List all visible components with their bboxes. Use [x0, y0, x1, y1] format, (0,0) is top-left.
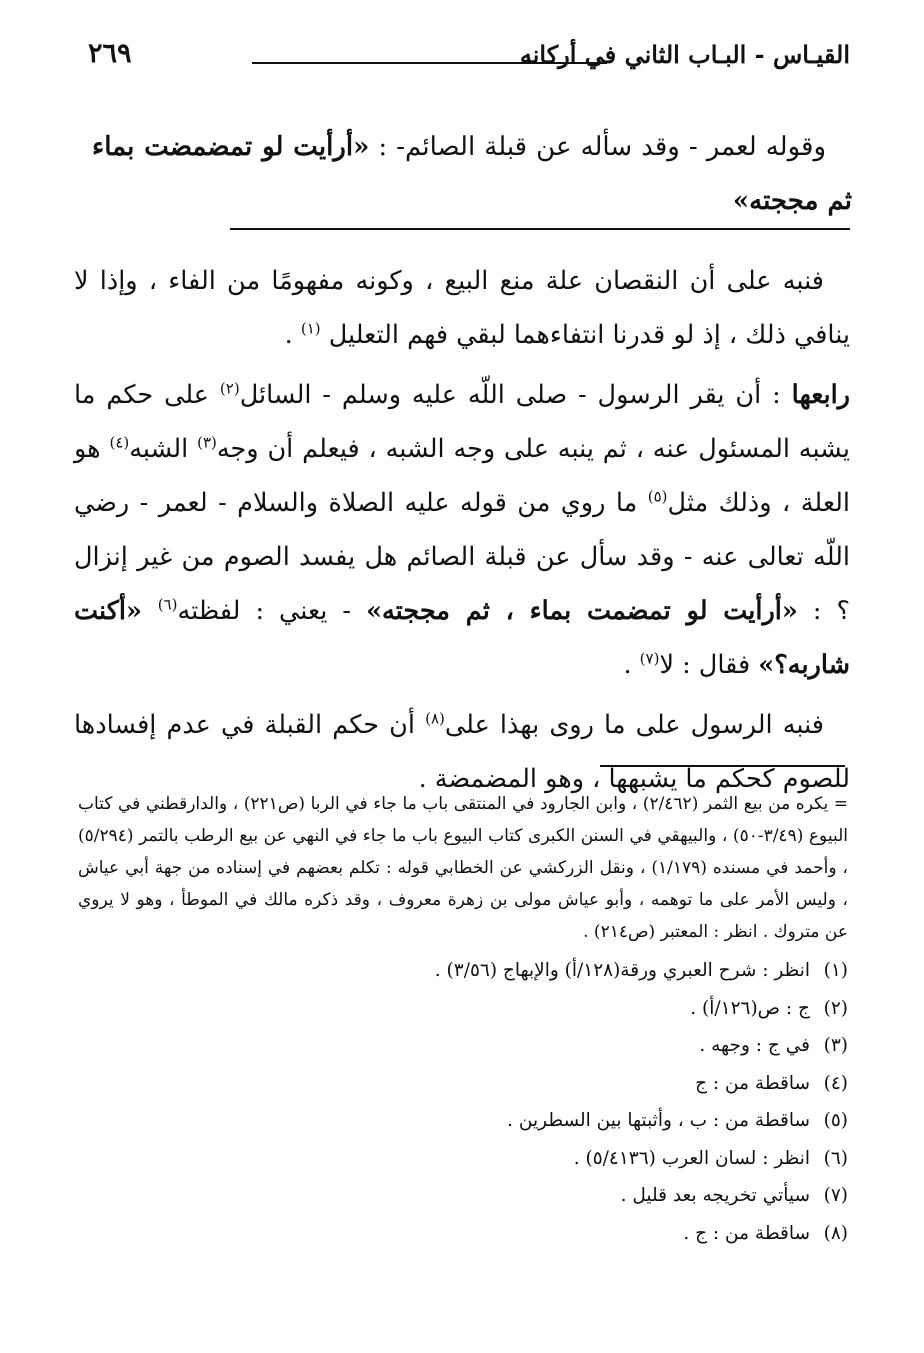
footnote-item: (١)انظر : شرح العبري ورقة(١٢٨/أ) والإبهاج (٣/٥٦) .	[434, 960, 848, 981]
footnote-item: (٣)في ج : وجهه .	[699, 1035, 848, 1056]
footnote-item: (٥)ساقطة من : ب ، وأثبتها بين السطرين .	[507, 1110, 848, 1131]
main-text	[74, 254, 850, 812]
footnote-ref: (٤)	[109, 433, 130, 452]
footnotes	[78, 788, 848, 1252]
footnote-ref: (٥)	[647, 487, 668, 506]
quoted-hadith	[92, 120, 852, 228]
footnote-ref: (١)	[300, 319, 321, 338]
footnote-ref: (٨)	[425, 709, 445, 728]
footnote-continuation: = يكره من بيع الثمر (٢/٤٦٢) ، وابن الجارود في المنتقى باب ما جاء في الربا (ص٢٢١) ، والدارقطني في كتاب البيوع (٣/٤٩-٥٠) ، والبيهقي في السنن الكبرى كتاب البيوع باب ما جاء في النهي عن بيع الرطب بالتمر (٥/٢٩٤) ، وأحمد في مسنده (١/١٧٩) ، ونقل الزركشي عن الخطابي قوله : تكلم بعضهم في إسناده من جهة أبي عياش ، وليس الأمر على ما توهمه ، وأبو عياش مولى بن زهرة معروف ، وقد ذكره مالك في الموطأ ، وهو لا يروي عن متروك . انظر : المعتبر (ص٢١٤) .	[78, 794, 849, 942]
hadith-quote: «أرأيت لو تمضمت بماء ، ثم مججته»	[366, 596, 798, 626]
header-rule	[252, 62, 607, 64]
footnote-ref: (٦)	[157, 595, 178, 614]
paragraph-3: فنبه الرسول على ما روى بهذا على$^{(٨)}$ أن حكم القبلة في عدم إفسادها للصوم كحكم ما يشبهها ، وهو المضمضة .	[74, 709, 850, 794]
hadith-quote: «أكنت شاربه؟»	[74, 596, 850, 680]
footnote-ref: (٣)	[197, 433, 217, 452]
section-lead: رابعها	[791, 380, 850, 410]
paragraph-2: رابعها : أن يقر الرسول - صلى اللّه عليه وسلم - السائل$^{(٢)}$ على حكم ما يشبه المسئول عنه ، ثم ينبه على وجه الشبه ، فيعلم أن وجه$^{(٣)}$ الشبه$^{(٤)}$ هو العلة ، وذلك مثل$^{(٥)}$ ما روي من قوله عليه الصلاة والسلام - لعمر - رضي اللّه تعالى عنه - وقد سأل عن قبلة الصائم هل يفسد الصوم من غير إنزال ؟ : «أرأيت لو تمضمت بماء ، ثم مججته» - يعني : لفظته$^{(٦)}$ «أكنت شاربه؟» فقال : لا$^{(٧)}$ .	[74, 379, 851, 680]
quote-rule	[230, 228, 850, 230]
quote-text: «أرأيت لو تمضمضت بماء ثم مججته»	[92, 132, 852, 216]
paragraph-1: فنبه على أن النقصان علة منع البيع ، وكونه مفهومًا من الفاء ، وإذا لا ينافي ذلك ، إذ لو قدرنا انتفاءهما لبقي فهم التعليل $^{(١)}$ .	[74, 266, 850, 350]
footnote-item: (٧)سيأتي تخريجه بعد قليل .	[620, 1185, 848, 1206]
footnote-separator	[600, 765, 845, 767]
quote-intro: وقوله لعمر - وقد سأله عن قبلة الصائم- :	[378, 132, 827, 162]
chapter-title: القيـاس - البـاب الثاني في أركانه	[519, 40, 850, 69]
footnote-item: (٦)انظر : لسان العرب (٥/٤١٣٦) .	[573, 1147, 848, 1169]
footnote-item: (٤)ساقطة من : ج	[695, 1072, 848, 1094]
footnote-item: (٨)ساقطة من : ج .	[683, 1222, 848, 1244]
footnote-ref: (٢)	[219, 379, 240, 398]
running-header	[80, 38, 850, 88]
footnote-item: (٢)ج : ص(١٢٦/أ) .	[690, 997, 848, 1019]
page-number: ٢٦٩	[88, 38, 132, 69]
footnote-list	[78, 952, 848, 1252]
footnote-ref: (٧)	[639, 649, 660, 668]
